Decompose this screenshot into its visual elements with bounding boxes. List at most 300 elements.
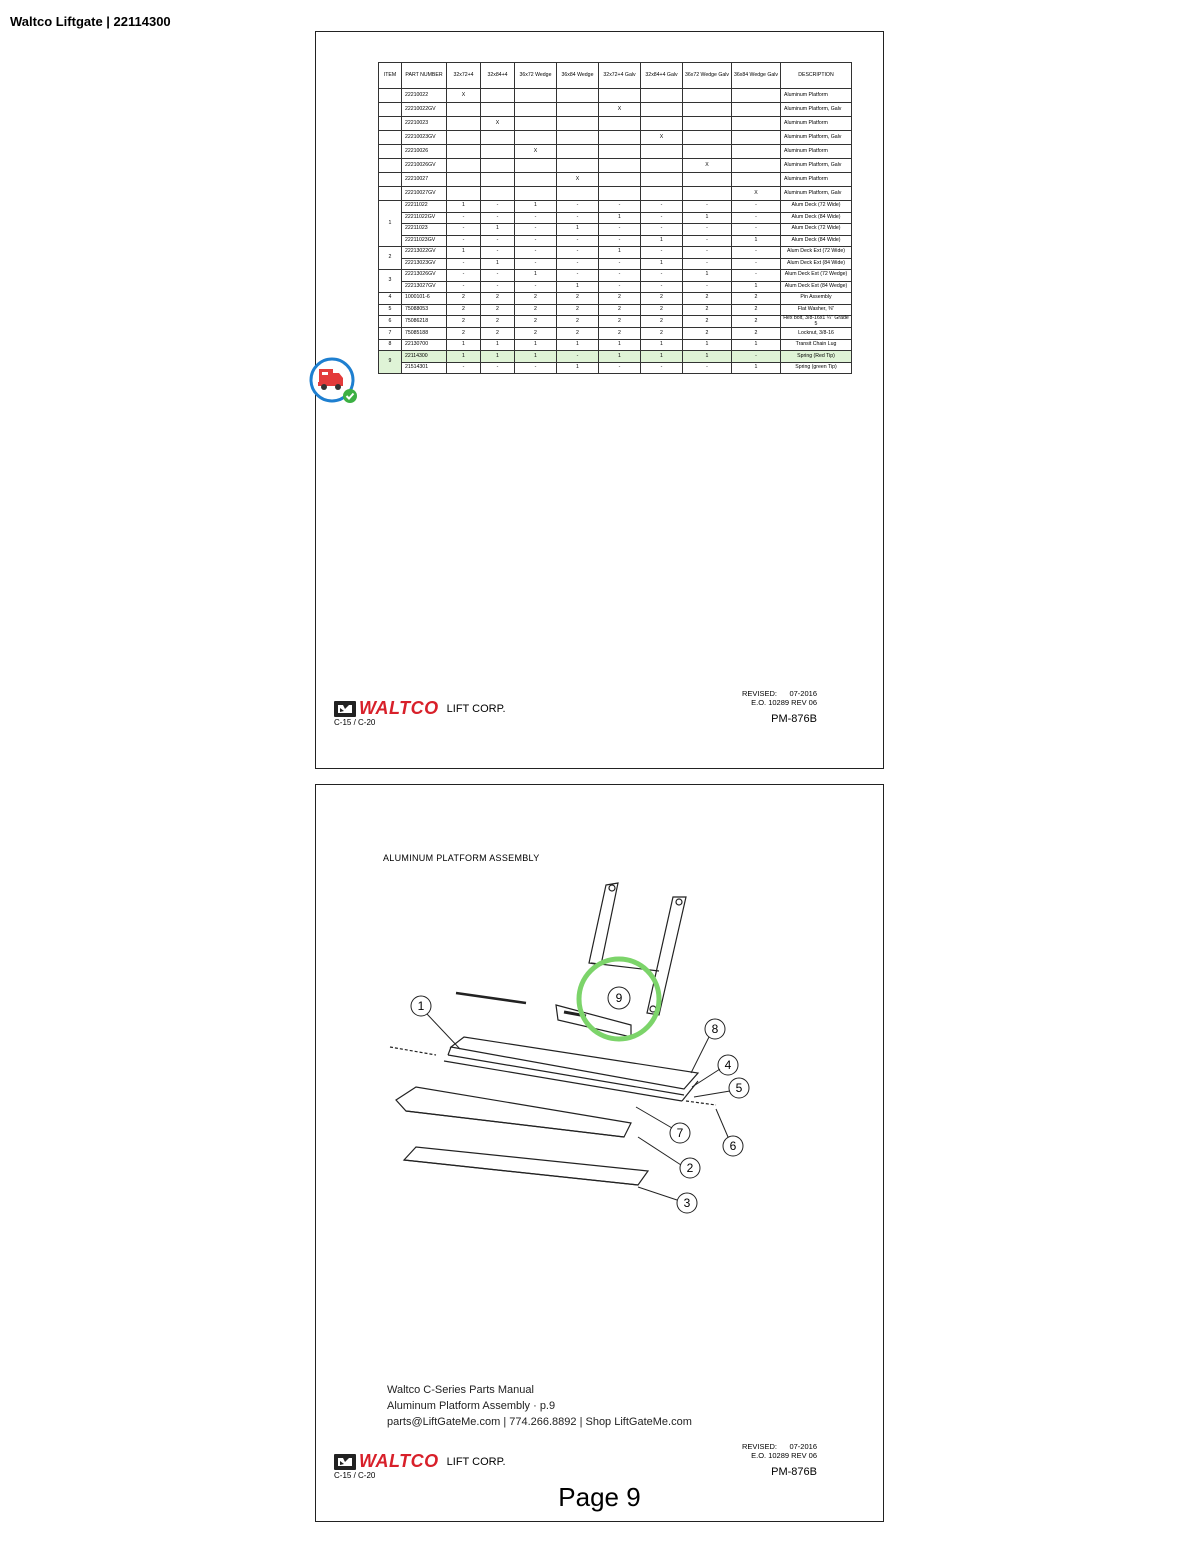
quantity-cell: 1 [683, 212, 732, 224]
part-number-cell: 75086218 [402, 316, 447, 328]
quantity-cell: - [557, 258, 599, 270]
quantity-cell: 1 [481, 351, 515, 363]
quantity-cell [447, 131, 481, 145]
quantity-cell: X [732, 187, 781, 201]
pm-number: PM-876B [771, 1466, 817, 1478]
description-cell: Hex bolt, 3/8-16x1 ¼" Grade 5 [781, 316, 852, 328]
quantity-cell [683, 117, 732, 131]
quantity-cell: X [447, 89, 481, 103]
svg-text:8: 8 [711, 1022, 719, 1036]
description-cell: Alum Deck (84 Wide) [781, 235, 852, 247]
quantity-cell: 1 [599, 247, 641, 259]
quantity-cell: - [732, 224, 781, 236]
callout-7 [636, 1107, 690, 1143]
table-row [379, 187, 852, 201]
quantity-cell: 1 [481, 258, 515, 270]
quantity-cell: 2 [557, 304, 599, 316]
quantity-cell: - [732, 247, 781, 259]
quantity-cell [683, 89, 732, 103]
quantity-cell: 1 [515, 339, 557, 351]
table-row [379, 159, 852, 173]
quantity-cell: 2 [683, 316, 732, 328]
quantity-cell [447, 173, 481, 187]
quantity-cell [447, 145, 481, 159]
quantity-cell: 1 [447, 247, 481, 259]
column-header: 32x72+4 Galv [599, 63, 641, 89]
quantity-cell [481, 89, 515, 103]
description-cell: Aluminum Platform, Galv [781, 187, 852, 201]
quantity-cell [515, 159, 557, 173]
quantity-cell: - [447, 281, 481, 293]
quantity-cell: - [481, 212, 515, 224]
pm-number: PM-876B [771, 713, 817, 725]
quantity-cell [481, 103, 515, 117]
quantity-cell: 1 [515, 270, 557, 282]
table-row [379, 247, 852, 259]
part-number-cell: 22213022GV [402, 247, 447, 259]
quantity-cell [557, 145, 599, 159]
footer-line-3[interactable]: parts@LiftGateMe.com | 774.266.8892 | Shop LiftGateMe.com [387, 1416, 692, 1428]
quantity-cell: 1 [641, 235, 683, 247]
quantity-cell: - [515, 224, 557, 236]
description-cell: Aluminum Platform, Galv [781, 103, 852, 117]
waltco-emblem-icon [334, 701, 356, 717]
svg-text:6: 6 [729, 1139, 737, 1153]
description-cell: Alum Deck (72 Wide) [781, 201, 852, 213]
quantity-cell [732, 159, 781, 173]
quantity-cell: 2 [599, 316, 641, 328]
model-number: C-15 / C-20 [334, 1471, 376, 1480]
quantity-cell: - [447, 212, 481, 224]
quantity-cell: 1 [447, 351, 481, 363]
quantity-cell [683, 131, 732, 145]
brand-name: WALTCO [359, 1451, 439, 1471]
quantity-cell: 2 [515, 328, 557, 340]
brand-name: WALTCO [359, 698, 439, 718]
svg-text:5: 5 [735, 1081, 743, 1095]
quantity-cell: - [641, 201, 683, 213]
quantity-cell: 2 [557, 293, 599, 305]
quantity-cell: - [447, 235, 481, 247]
quantity-cell: 2 [557, 328, 599, 340]
quantity-cell: 1 [641, 339, 683, 351]
quantity-cell [515, 173, 557, 187]
quantity-cell: 1 [683, 270, 732, 282]
part-number-cell: 22210022GV [402, 103, 447, 117]
hinge-arm-left [589, 883, 618, 965]
item-cell [379, 187, 402, 201]
svg-text:1: 1 [417, 999, 425, 1013]
quantity-cell: 2 [447, 328, 481, 340]
revision-block [742, 689, 817, 707]
quantity-cell: 1 [599, 351, 641, 363]
quantity-cell: - [515, 235, 557, 247]
quantity-cell: 1 [641, 258, 683, 270]
quantity-cell: 1 [557, 362, 599, 374]
table-row [379, 339, 852, 351]
quantity-cell: X [481, 117, 515, 131]
footer-line-2: Aluminum Platform Assembly · p.9 [387, 1400, 556, 1412]
table-row [379, 281, 852, 293]
footer-line-1: Waltco C-Series Parts Manual [387, 1384, 534, 1396]
quantity-cell: - [447, 258, 481, 270]
quantity-cell [481, 187, 515, 201]
quantity-cell: 2 [732, 328, 781, 340]
quantity-cell: - [732, 258, 781, 270]
quantity-cell [515, 187, 557, 201]
part-number-cell: 22211022 [402, 201, 447, 213]
callout-9 [608, 987, 630, 1009]
quantity-cell [683, 173, 732, 187]
quantity-cell: - [641, 224, 683, 236]
platform-deck [451, 1037, 698, 1089]
table-row [379, 270, 852, 282]
quantity-cell [557, 117, 599, 131]
hinge-pin-left [609, 885, 615, 891]
quantity-cell: - [515, 362, 557, 374]
quantity-cell: 1 [447, 339, 481, 351]
svg-text:4: 4 [724, 1058, 732, 1072]
waltco-logo [334, 698, 506, 719]
quantity-cell [732, 173, 781, 187]
quantity-cell: - [599, 362, 641, 374]
quantity-cell: 2 [599, 304, 641, 316]
description-cell: Flat Washer, ⅜" [781, 304, 852, 316]
quantity-cell: 2 [683, 293, 732, 305]
quantity-cell: 1 [447, 201, 481, 213]
svg-text:9: 9 [615, 991, 623, 1005]
description-cell: Transit Chain Lug [781, 339, 852, 351]
quantity-cell: 1 [732, 235, 781, 247]
quantity-cell [732, 117, 781, 131]
part-number-cell: 22213023GV [402, 258, 447, 270]
quantity-cell: 1 [732, 281, 781, 293]
quantity-cell [641, 103, 683, 117]
quantity-cell: 1 [641, 351, 683, 363]
quantity-cell: - [683, 201, 732, 213]
quantity-cell: 1 [557, 339, 599, 351]
quantity-cell: X [641, 131, 683, 145]
description-cell: Aluminum Platform [781, 145, 852, 159]
quantity-cell [599, 173, 641, 187]
quantity-cell: 2 [641, 316, 683, 328]
quantity-cell [481, 131, 515, 145]
quantity-cell [641, 187, 683, 201]
part-number-cell: 22210022 [402, 89, 447, 103]
column-header: 32x84+4 Galv [641, 63, 683, 89]
description-cell: Locknut, 3/8-16 [781, 328, 852, 340]
quantity-cell: - [481, 281, 515, 293]
quantity-cell [641, 159, 683, 173]
table-row [379, 173, 852, 187]
table-row [379, 362, 852, 374]
part-number-cell: 22210026GV [402, 159, 447, 173]
callout-3 [638, 1187, 697, 1213]
quantity-cell: 2 [447, 304, 481, 316]
column-header: 36x72 Wedge [515, 63, 557, 89]
part-number-cell: 22213026GV [402, 270, 447, 282]
item-cell: 6 [379, 316, 402, 328]
item-cell [379, 117, 402, 131]
quantity-cell [447, 159, 481, 173]
quantity-cell: 1 [557, 224, 599, 236]
rod [456, 993, 526, 1003]
quantity-cell: - [641, 362, 683, 374]
description-cell: Spring (Red Tip) [781, 351, 852, 363]
part-number-cell: 22210023GV [402, 131, 447, 145]
part-number-cell: 22130700 [402, 339, 447, 351]
quantity-cell: 1 [599, 339, 641, 351]
description-cell: Aluminum Platform [781, 117, 852, 131]
svg-text:3: 3 [683, 1196, 691, 1210]
revised-date: 07-2016 [789, 1442, 817, 1451]
description-cell: Aluminum Platform [781, 89, 852, 103]
document-title: Waltco Liftgate | 22114300 [10, 14, 171, 29]
column-header: 32x72+4 [447, 63, 481, 89]
quantity-cell: - [515, 258, 557, 270]
deck-extension [396, 1087, 631, 1137]
item-cell: 1 [379, 201, 402, 247]
quantity-cell [641, 145, 683, 159]
callout-6 [716, 1109, 743, 1156]
quantity-cell: - [732, 351, 781, 363]
quantity-cell [447, 187, 481, 201]
description-cell: Aluminum Platform [781, 173, 852, 187]
part-number-cell: 22210027 [402, 173, 447, 187]
quantity-cell: - [557, 201, 599, 213]
hinge-pin-right [676, 899, 682, 905]
quantity-cell: 1 [732, 339, 781, 351]
quantity-cell: - [683, 247, 732, 259]
table-row [379, 212, 852, 224]
table-row [379, 328, 852, 340]
part-number-cell: 22114300 [402, 351, 447, 363]
parts-list-sheet [315, 31, 884, 769]
quantity-cell [515, 103, 557, 117]
waltco-emblem-icon [334, 1454, 356, 1470]
item-cell: 7 [379, 328, 402, 340]
parts-table [378, 62, 852, 374]
quantity-cell: 2 [683, 304, 732, 316]
page-label: Page 9 [558, 1482, 641, 1512]
quantity-cell: - [481, 235, 515, 247]
item-cell [379, 173, 402, 187]
quantity-cell: 1 [481, 224, 515, 236]
quantity-cell: 1 [683, 339, 732, 351]
quantity-cell [447, 117, 481, 131]
revision-block [742, 1442, 817, 1460]
item-cell [379, 131, 402, 145]
quantity-cell [599, 89, 641, 103]
quantity-cell [732, 103, 781, 117]
quantity-cell: - [599, 270, 641, 282]
quantity-cell: - [515, 212, 557, 224]
quantity-cell [481, 159, 515, 173]
quantity-cell: - [732, 201, 781, 213]
svg-text:7: 7 [676, 1126, 684, 1140]
quantity-cell [732, 89, 781, 103]
quantity-cell: 1 [481, 339, 515, 351]
description-cell: Aluminum Platform, Galv [781, 131, 852, 145]
quantity-cell: - [515, 281, 557, 293]
section-title: ALUMINUM PLATFORM ASSEMBLY [383, 853, 540, 863]
quantity-cell: - [732, 212, 781, 224]
part-number-cell: 21514301 [402, 362, 447, 374]
quantity-cell: 1 [515, 351, 557, 363]
quantity-cell: 1 [557, 281, 599, 293]
quantity-cell: 2 [481, 316, 515, 328]
quantity-cell: 2 [732, 304, 781, 316]
quantity-cell: 2 [515, 316, 557, 328]
quantity-cell: - [683, 281, 732, 293]
table-row [379, 103, 852, 117]
quantity-cell: - [599, 235, 641, 247]
quantity-cell [599, 145, 641, 159]
revised-label: REVISED: [741, 1442, 777, 1451]
table-row [379, 304, 852, 316]
description-cell: Spring (green Tip) [781, 362, 852, 374]
column-header: 36x84 Wedge [557, 63, 599, 89]
model-number: C-15 / C-20 [334, 718, 376, 727]
table-row [379, 201, 852, 213]
quantity-cell: 2 [481, 328, 515, 340]
eo-number: E.O. 10289 REV 06 [751, 1451, 817, 1460]
quantity-cell: 2 [447, 293, 481, 305]
quantity-cell: 2 [683, 328, 732, 340]
quantity-cell: - [481, 201, 515, 213]
quantity-cell [557, 159, 599, 173]
quantity-cell: - [557, 235, 599, 247]
item-cell: 8 [379, 339, 402, 351]
table-row [379, 131, 852, 145]
part-number-cell: 1000101-6 [402, 293, 447, 305]
quantity-cell: 2 [641, 328, 683, 340]
quantity-cell: - [447, 362, 481, 374]
footer-text [387, 1382, 692, 1430]
quantity-cell: 2 [641, 304, 683, 316]
quantity-cell: - [599, 281, 641, 293]
quantity-cell [515, 131, 557, 145]
quantity-cell [683, 187, 732, 201]
part-number-cell: 75088053 [402, 304, 447, 316]
quantity-cell: 1 [515, 201, 557, 213]
table-row [379, 293, 852, 305]
description-cell: Alum Deck Ext (84 Wide) [781, 258, 852, 270]
part-number-cell: 22213027GV [402, 281, 447, 293]
quantity-cell: - [599, 201, 641, 213]
item-cell: 3 [379, 270, 402, 293]
item-cell: 2 [379, 247, 402, 270]
quantity-cell [557, 89, 599, 103]
table-row [379, 89, 852, 103]
quantity-cell: - [481, 362, 515, 374]
quantity-cell: - [599, 224, 641, 236]
quantity-cell [599, 117, 641, 131]
quantity-cell: - [641, 270, 683, 282]
quantity-cell: 2 [557, 316, 599, 328]
quantity-cell: - [447, 270, 481, 282]
column-header: ITEM [379, 63, 402, 89]
quantity-cell: - [557, 212, 599, 224]
column-header: PART NUMBER [402, 63, 447, 89]
quantity-cell [641, 117, 683, 131]
table-row [379, 316, 852, 328]
quantity-cell [515, 89, 557, 103]
item-cell [379, 159, 402, 173]
brand-corp: LIFT CORP. [446, 1455, 506, 1468]
quantity-cell: 2 [641, 293, 683, 305]
table-row [379, 258, 852, 270]
quantity-cell [732, 145, 781, 159]
quantity-cell: - [481, 247, 515, 259]
wedge-extension [404, 1147, 648, 1185]
quantity-cell: 2 [481, 293, 515, 305]
item-cell [379, 145, 402, 159]
quantity-cell [641, 173, 683, 187]
part-number-cell: 22211023GV [402, 235, 447, 247]
quantity-cell: 2 [732, 316, 781, 328]
quantity-cell: - [599, 258, 641, 270]
part-number-cell: 22211022GV [402, 212, 447, 224]
quantity-cell: - [683, 362, 732, 374]
quantity-cell: - [557, 247, 599, 259]
part-number-cell: 22210027GV [402, 187, 447, 201]
quantity-cell: - [447, 224, 481, 236]
description-cell: Alum Deck (84 Wide) [781, 212, 852, 224]
column-header: 36x84 Wedge Galv [732, 63, 781, 89]
hinge-arm-right [647, 897, 686, 1015]
truck-check-icon[interactable] [308, 356, 358, 406]
table-row [379, 145, 852, 159]
quantity-cell [557, 131, 599, 145]
quantity-cell: 2 [515, 293, 557, 305]
quantity-cell: - [683, 235, 732, 247]
quantity-cell: - [683, 258, 732, 270]
table-row [379, 117, 852, 131]
brand-corp: LIFT CORP. [446, 702, 506, 715]
quantity-cell [683, 145, 732, 159]
bolt-right [686, 1101, 716, 1105]
table-row [379, 235, 852, 247]
description-cell: Alum Deck (72 Wide) [781, 224, 852, 236]
part-number-cell: 75085188 [402, 328, 447, 340]
quantity-cell: - [481, 270, 515, 282]
quantity-cell [515, 117, 557, 131]
quantity-cell: 2 [599, 328, 641, 340]
item-cell [379, 89, 402, 103]
quantity-cell [447, 103, 481, 117]
quantity-cell [557, 187, 599, 201]
eo-number: E.O. 10289 REV 06 [751, 698, 817, 707]
table-row [379, 224, 852, 236]
quantity-cell: 1 [732, 362, 781, 374]
quantity-cell: - [515, 247, 557, 259]
part-number-cell: 22210023 [402, 117, 447, 131]
quantity-cell: 2 [481, 304, 515, 316]
description-cell: Pin Assembly [781, 293, 852, 305]
description-cell: Aluminum Platform, Galv [781, 159, 852, 173]
quantity-cell: 1 [683, 351, 732, 363]
table-row [379, 351, 852, 363]
quantity-cell: - [557, 351, 599, 363]
quantity-cell: 2 [732, 293, 781, 305]
quantity-cell [683, 103, 732, 117]
table-header-row [379, 63, 852, 89]
platform-assembly-drawing [376, 875, 796, 1215]
quantity-cell [557, 103, 599, 117]
quantity-cell [599, 187, 641, 201]
quantity-cell: - [641, 212, 683, 224]
